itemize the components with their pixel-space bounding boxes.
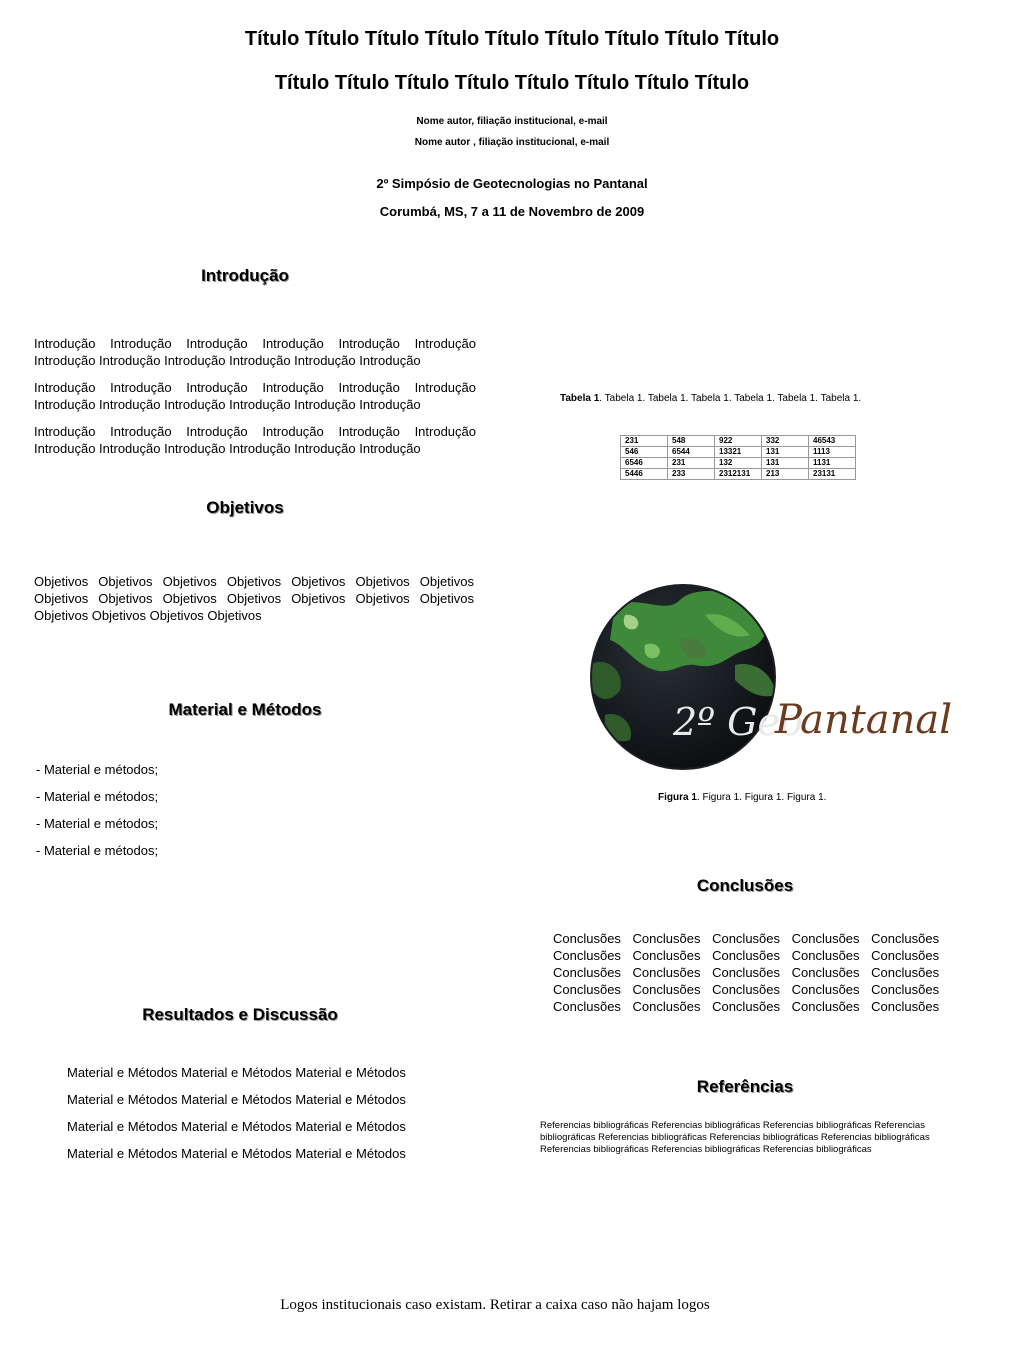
list-item: - Material e métodos;	[36, 816, 159, 831]
table-cell: 13321	[715, 447, 762, 458]
intro-body	[34, 335, 476, 467]
table-cell: 131	[762, 458, 809, 469]
objectives-text: Objetivos Objetivos Objetivos Objetivos Objetivos Objetivos Objetivos Objetivos Objetivos Objetivos Objetivos Objetivos Objetivos Objetivos Objetivos Objetivos Objetivos Objetivos	[34, 574, 474, 623]
table-cell: 213	[762, 469, 809, 480]
globe-logo-image	[585, 585, 953, 775]
methods-list	[36, 762, 158, 870]
list-item: Material e Métodos Material e Métodos Material e Métodos	[67, 1065, 406, 1080]
list-item: - Material e métodos;	[36, 789, 159, 804]
list-item: - Material e métodos;	[36, 762, 159, 777]
logo-text-geo: 2º Geo	[673, 700, 803, 744]
references-text: Referencias bibliográficas Referencias bibliográficas Referencias bibliográficas Referencias bibliográficas Referencias bibliográficas Referencias bibliográficas Referencias bibliográficas Referencias bibliográficas Referencias bibliográficas Referencias bibliográficas	[540, 1120, 930, 1155]
list-item: Material e Métodos Material e Métodos Material e Métodos	[67, 1146, 406, 1161]
references-heading: Referências	[696, 1077, 794, 1096]
table-row	[621, 436, 856, 447]
event-name: 2º Simpósio de Geotecnologias no Pantanal	[376, 176, 648, 191]
intro-paragraph: Introdução Introdução Introdução Introdução Introdução Introdução Introdução Introdução Introdução Introdução Introdução Introdução	[34, 336, 476, 368]
table-cell: 6544	[668, 447, 715, 458]
table-cell: 231	[621, 436, 668, 447]
author-2: Nome autor , filiação institucional, e-mail	[414, 137, 610, 148]
list-item: Material e Métodos Material e Métodos Material e Métodos	[67, 1092, 406, 1107]
conclusions-heading: Conclusões	[696, 876, 794, 895]
table-caption-label: Tabela 1	[560, 393, 600, 404]
results-lines	[67, 1065, 406, 1173]
objectives-heading: Objetivos	[206, 498, 284, 517]
table-cell: 233	[668, 469, 715, 480]
table-cell: 23131	[809, 469, 856, 480]
conclusions-text: Conclusões Conclusões Conclusões Conclusões Conclusões Conclusões Conclusões Conclusões Conclusões Conclusões Conclusões Conclusões Conclusões Conclusões Conclusões Conclusões Conclusões Conclusões Conclusões Conclusões Conclusões Conclusões Conclusões Conclusões Conclusões	[553, 931, 940, 1014]
table-cell: 46543	[809, 436, 856, 447]
methods-heading: Material e Métodos	[168, 700, 322, 719]
list-item: Material e Métodos Material e Métodos Material e Métodos	[67, 1119, 406, 1134]
table-cell: 6546	[621, 458, 668, 469]
figure-caption	[658, 792, 826, 803]
intro-heading: Introdução	[201, 266, 289, 285]
intro-paragraph: Introdução Introdução Introdução Introdução Introdução Introdução Introdução Introdução Introdução Introdução Introdução Introdução	[34, 424, 476, 456]
table-cell: 231	[668, 458, 715, 469]
figure-caption-label: Figura 1	[658, 792, 697, 803]
table-cell: 548	[668, 436, 715, 447]
footer-logos-note: Logos institucionais caso existam. Retirar a caixa caso não hajam logos	[280, 1297, 710, 1313]
author-1: Nome autor, filiação institucional, e-mail	[416, 116, 608, 127]
table-cell: 332	[762, 436, 809, 447]
table-row	[621, 458, 856, 469]
table-cell: 1113	[809, 447, 856, 458]
table-cell: 132	[715, 458, 762, 469]
table-cell: 2312131	[715, 469, 762, 480]
table-row	[621, 469, 856, 480]
data-table	[620, 435, 856, 480]
table-caption-text: . Tabela 1. Tabela 1. Tabela 1. Tabela 1. Tabela 1. Tabela 1.	[599, 393, 862, 404]
table-caption	[560, 393, 861, 404]
table-cell: 922	[715, 436, 762, 447]
table-cell: 546	[621, 447, 668, 458]
table-row	[621, 447, 856, 458]
title-line-1: Título Título Título Título Título Título Título Título Título	[244, 28, 780, 50]
figure-caption-text: . Figura 1. Figura 1. Figura 1.	[696, 792, 827, 803]
intro-paragraph: Introdução Introdução Introdução Introdução Introdução Introdução Introdução Introdução Introdução Introdução Introdução Introdução	[34, 380, 476, 412]
results-heading: Resultados e Discussão	[142, 1005, 338, 1024]
geopantanal-logo	[585, 585, 953, 775]
logo-text-pantanal: Pantanal	[775, 697, 953, 743]
table-cell: 5446	[621, 469, 668, 480]
table-cell: 131	[762, 447, 809, 458]
title-line-2: Título Título Título Título Título Título Título Título	[274, 72, 750, 94]
list-item: - Material e métodos;	[36, 843, 159, 858]
event-place: Corumbá, MS, 7 a 11 de Novembro de 2009	[379, 204, 645, 219]
table-cell: 1131	[809, 458, 856, 469]
